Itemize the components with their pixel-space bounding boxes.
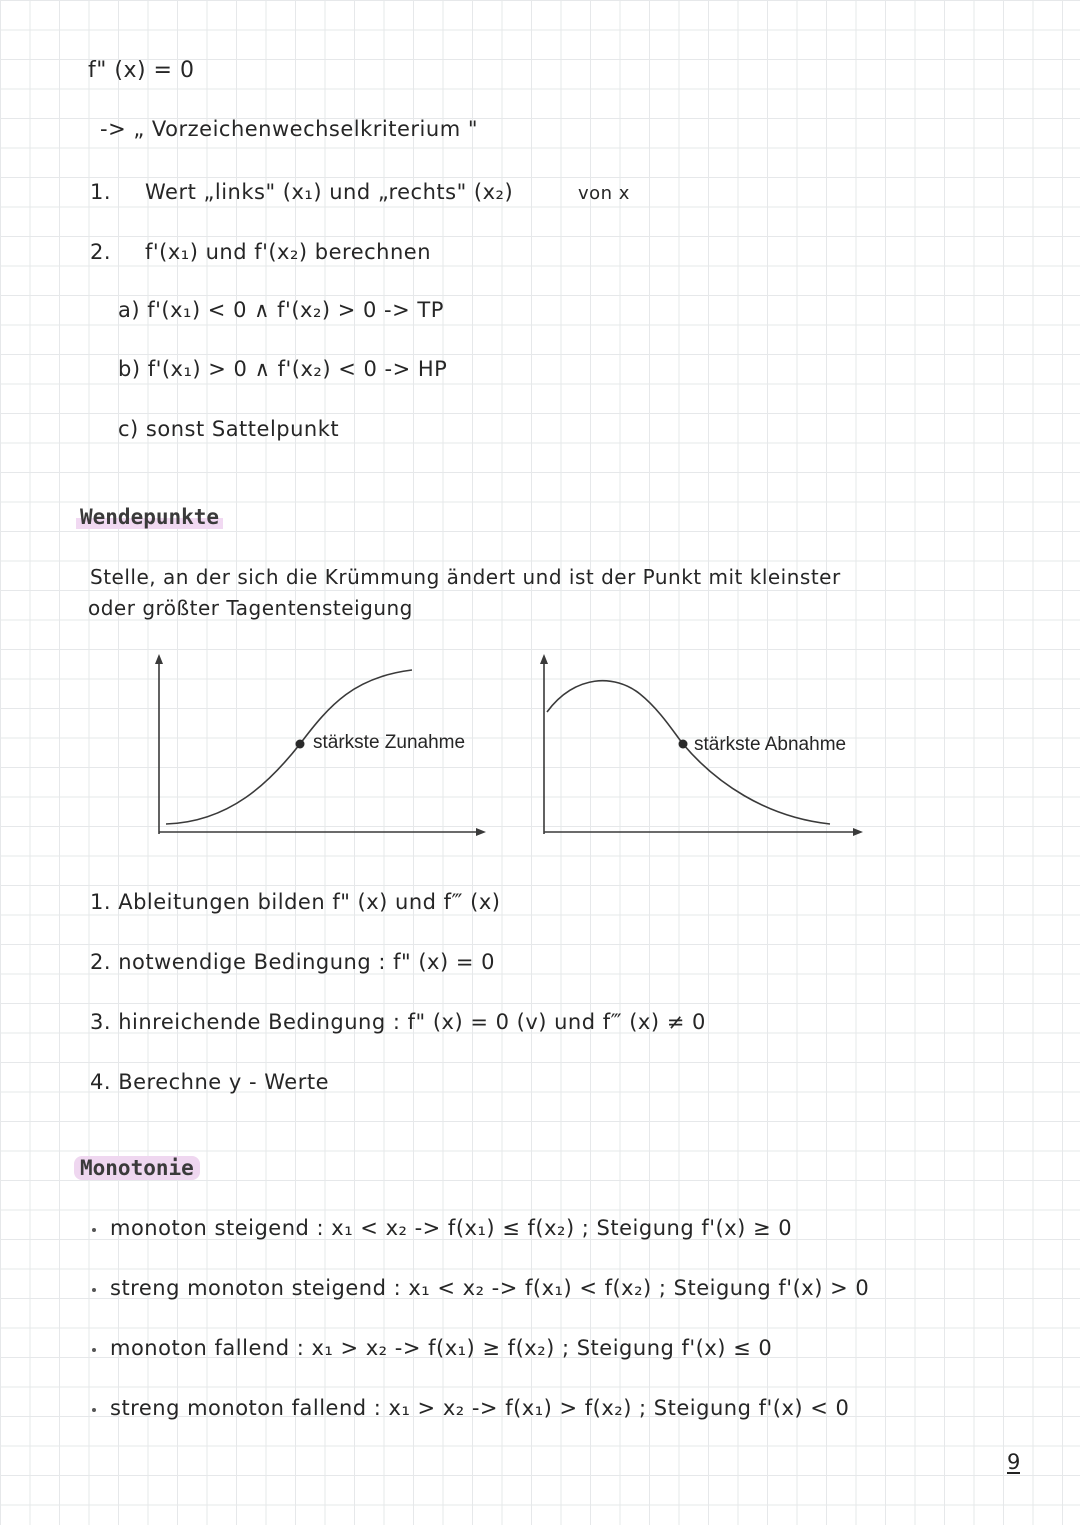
formula-second-derivative-zero: f" (x) = 0: [88, 58, 195, 83]
step1-tail: von x: [578, 183, 630, 204]
monotonie-item-3: monoton fallend : x₁ > x₂ -> f(x₁) ≥ f(x₂) ; Steigung f'(x) ≤ 0: [110, 1336, 773, 1360]
y-axis-arrow: [155, 654, 163, 664]
y-axis-arrow: [540, 654, 548, 664]
bullet-4: [92, 1408, 96, 1412]
step1-text: Wert „links" (x₁) und „rechts" (x₂): [145, 180, 514, 204]
wendepunkte-description-line2: oder größter Tagentensteigung: [88, 596, 413, 620]
graph2-label: stärkste Abnahme: [694, 734, 847, 755]
wp-step1: 1. Ableitungen bilden f" (x) und f‴ (x): [90, 890, 501, 914]
inflection-point: [296, 740, 305, 749]
wp-step4: 4. Berechne y - Werte: [90, 1070, 329, 1094]
monotonie-heading: Monotonie: [74, 1156, 200, 1180]
case-b: b) f'(x₁) > 0 ∧ f'(x₂) < 0 -> HP: [118, 357, 448, 381]
criterion-title: -> „ Vorzeichenwechselkriterium ": [100, 117, 478, 141]
bullet-2: [92, 1288, 96, 1292]
case-a: a) f'(x₁) < 0 ∧ f'(x₂) > 0 -> TP: [118, 298, 444, 322]
monotonie-item-4: streng monoton fallend : x₁ > x₂ -> f(x₁) > f(x₂) ; Steigung f'(x) < 0: [110, 1396, 850, 1420]
wp-step3: 3. hinreichende Bedingung : f" (x) = 0 (v) und f‴ (x) ≠ 0: [90, 1010, 706, 1034]
bullet-1: [92, 1228, 96, 1232]
wendepunkte-heading: Wendepunkte: [76, 505, 223, 529]
monotonie-item-1: monoton steigend : x₁ < x₂ -> f(x₁) ≤ f(x₂) ; Steigung f'(x) ≥ 0: [110, 1216, 793, 1240]
x-axis-arrow: [853, 828, 863, 836]
step2-text: f'(x₁) und f'(x₂) berechnen: [145, 240, 432, 264]
graph1-label: stärkste Zunahme: [313, 732, 466, 753]
inflection-point: [679, 740, 688, 749]
monotonie-item-2: streng monoton steigend : x₁ < x₂ -> f(x₁) < f(x₂) ; Steigung f'(x) > 0: [110, 1276, 870, 1300]
wendepunkte-description-line1: Stelle, an der sich die Krümmung ändert und ist der Punkt mit kleinster: [90, 565, 841, 589]
x-axis-arrow: [476, 828, 486, 836]
wp-step2: 2. notwendige Bedingung : f" (x) = 0: [90, 950, 495, 974]
bullet-3: [92, 1348, 96, 1352]
step2-number: 2.: [90, 240, 112, 264]
step1-number: 1.: [90, 180, 112, 204]
page-number: 9: [1007, 1450, 1021, 1474]
case-c: c) sonst Sattelpunkt: [118, 417, 340, 441]
